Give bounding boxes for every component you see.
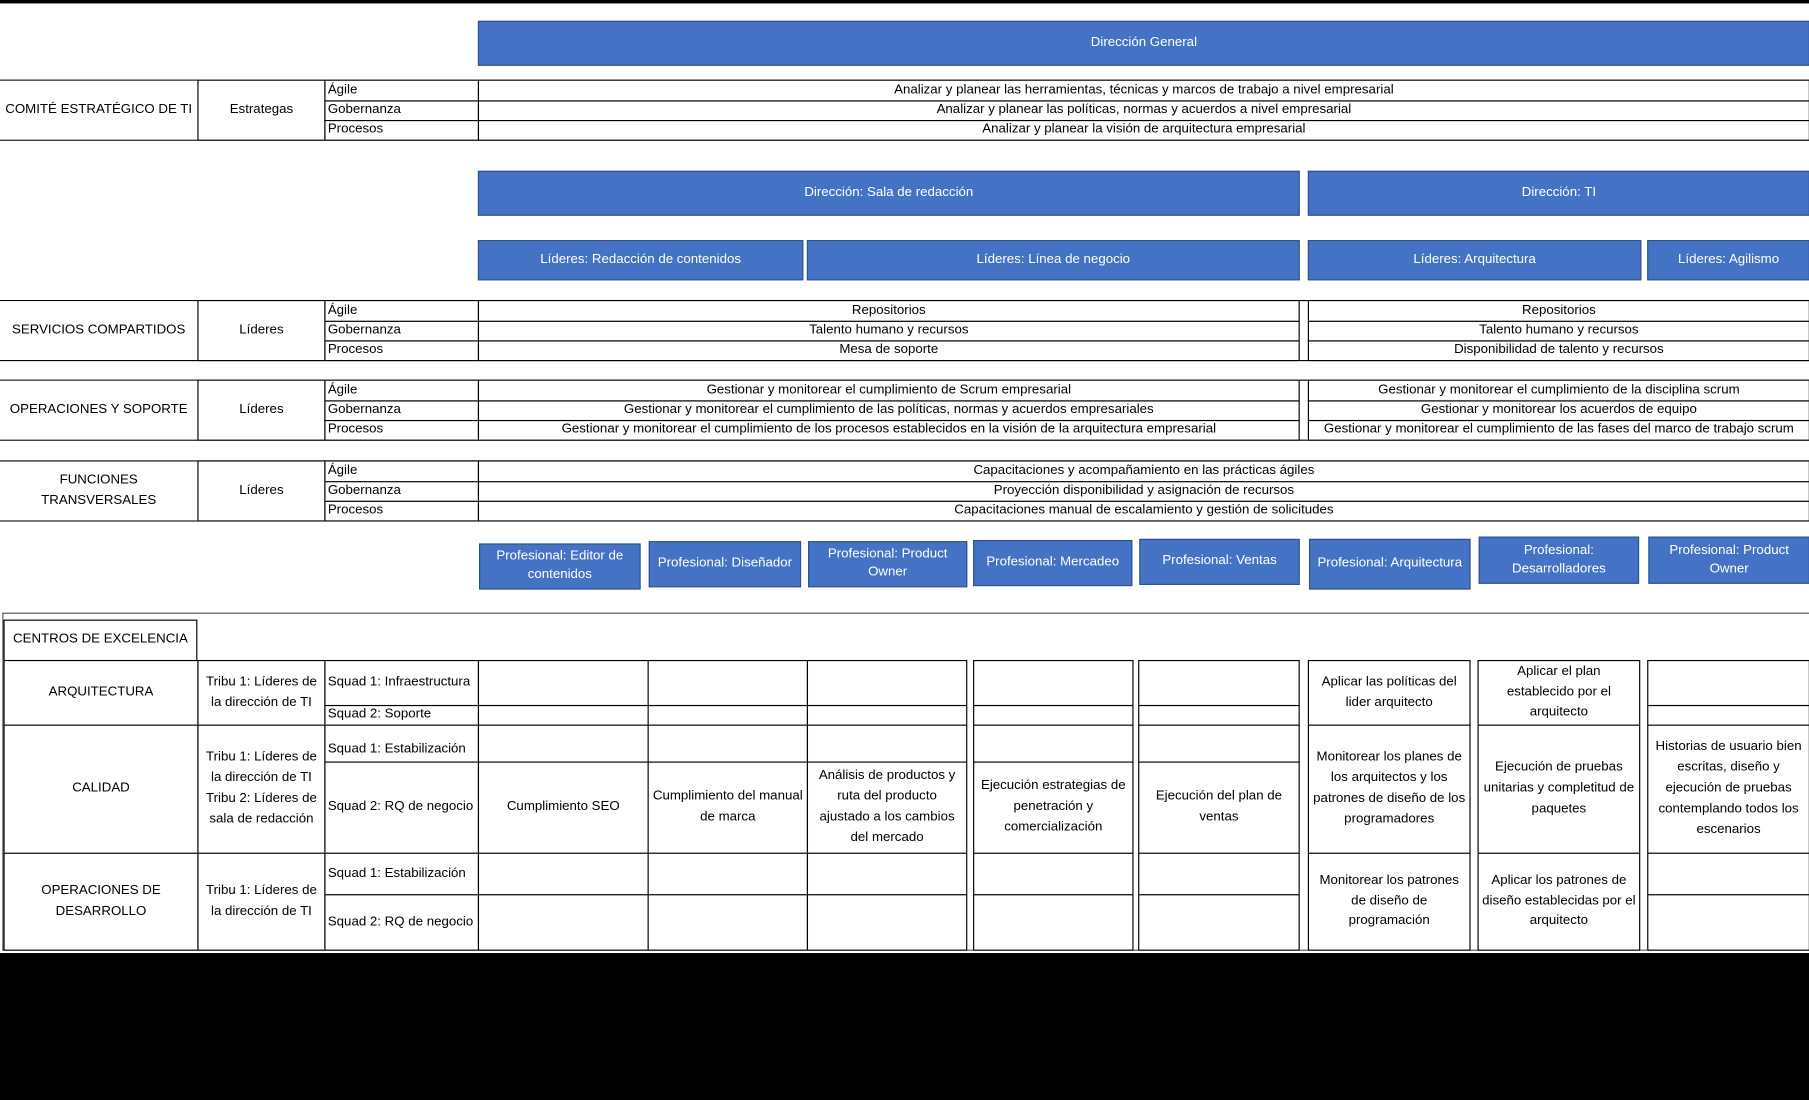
cell-empty: [1647, 660, 1809, 706]
operaciones-sala-proc: Gestionar y monitorear el cumplimiento de los procesos establecidos en la visión de la arquitectura empresarial: [478, 420, 1300, 441]
profesional-box: Profesional: Diseñador: [649, 541, 801, 587]
lideres-agilismo-box: Líderes: Agilismo: [1647, 240, 1809, 280]
servicios-proc-label: Procesos: [324, 340, 479, 361]
cell-empty: [478, 853, 649, 896]
comite-agile-label: Ágile: [324, 80, 479, 102]
desarrollo-squad-2: Squad 2: RQ de negocio: [324, 894, 479, 951]
comite-name: COMITÉ ESTRATÉGICO DE TI: [0, 81, 197, 140]
calidad-cell-editor: Cumplimiento SEO: [478, 762, 649, 854]
lideres-redaccion-box: Líderes: Redacción de contenidos: [478, 240, 804, 280]
operaciones-agile-label: Ágile: [324, 380, 479, 402]
operaciones-gov-label: Gobernanza: [324, 400, 479, 421]
direccion-sala-box: Dirección: Sala de redacción: [478, 171, 1300, 216]
lideres-arquitectura-box: Líderes: Arquitectura: [1308, 240, 1642, 280]
calidad-cell-desarrolladores: Ejecución de pruebas unitarias y completitud de paquetes: [1478, 725, 1641, 854]
lideres-linea-box: Líderes: Línea de negocio: [807, 240, 1300, 280]
servicios-agile-label: Ágile: [324, 300, 479, 322]
cell-empty: [1138, 660, 1300, 706]
cell-empty: [807, 705, 967, 726]
cell-empty: [807, 725, 967, 763]
funciones-proc-label: Procesos: [324, 501, 479, 522]
servicios-ti-agile: Repositorios: [1308, 300, 1809, 322]
cell-empty: [478, 894, 649, 951]
cell-empty: [1138, 894, 1300, 951]
cell-empty: [648, 894, 808, 951]
arquitectura-name: ARQUITECTURA: [3, 660, 198, 726]
direccion-general-box: Dirección General: [478, 21, 1809, 66]
cell-empty: [1138, 853, 1300, 896]
cell-empty: [973, 894, 1133, 951]
arquitectura-cell-desarrolladores: Aplicar el plan establecido por el arquitecto: [1478, 660, 1641, 726]
servicios-sala-gov: Talento humano y recursos: [478, 321, 1300, 342]
arquitectura-squad-1: Squad 1: Infraestructura: [324, 660, 479, 706]
calidad-cell-product-owner-ti: Historias de usuario bien escritas, diseño y ejecución de pruebas contemplando todos los escenarios: [1647, 725, 1809, 854]
operaciones-sala-agile: Gestionar y monitorear el cumplimiento de Scrum empresarial: [478, 380, 1300, 402]
cell-empty: [973, 660, 1133, 706]
cell-empty: [1647, 705, 1809, 726]
operaciones-ti-gov: Gestionar y monitorear los acuerdos de equipo: [1308, 400, 1809, 421]
arquitectura-tribu: Tribu 1: Líderes de la dirección de TI: [197, 660, 325, 726]
cell-empty: [973, 705, 1133, 726]
cell-empty: [478, 660, 649, 706]
cell-empty: [807, 660, 967, 706]
direccion-ti-box: Dirección: TI: [1308, 171, 1809, 216]
cell-empty: [648, 853, 808, 896]
desarrollo-cell-desarrolladores: Aplicar los patrones de diseño establecidas por el arquitecto: [1478, 853, 1641, 951]
operaciones-ti-agile: Gestionar y monitorear el cumplimiento de la disciplina scrum: [1308, 380, 1809, 402]
funciones-gov-label: Gobernanza: [324, 481, 479, 502]
calidad-cell-disenador: Cumplimiento del manual de marca: [648, 762, 808, 854]
profesional-box: Profesional: Mercadeo: [973, 540, 1132, 586]
calidad-tribu: Tribu 1: Líderes de la dirección de TI Tribu 2: Líderes de sala de redacción: [197, 725, 325, 854]
servicios-ti-proc: Disponibilidad de talento y recursos: [1308, 340, 1809, 361]
comite-agile-text: Analizar y planear las herramientas, técnicas y marcos de trabajo a nivel empresarial: [478, 80, 1809, 102]
profesional-box: Profesional: Product Owner: [808, 541, 967, 587]
cell-empty: [1647, 894, 1809, 951]
servicios-ti-gov: Talento humano y recursos: [1308, 321, 1809, 342]
cell-empty: [1138, 705, 1300, 726]
profesional-box: Profesional: Product Owner: [1648, 537, 1809, 584]
profesional-box: Profesional: Editor de contenidos: [479, 543, 641, 589]
cell-empty: [807, 853, 967, 896]
servicios-sala-agile: Repositorios: [478, 300, 1300, 322]
servicios-name: SERVICIOS COMPARTIDOS: [0, 301, 197, 360]
servicios-sala-proc: Mesa de soporte: [478, 340, 1300, 361]
cell-empty: [973, 853, 1133, 896]
cell-empty: [648, 725, 808, 763]
cell-empty: [648, 705, 808, 726]
servicios-gov-label: Gobernanza: [324, 321, 479, 342]
desarrollo-cell-arquitectura: Monitorear los patrones de diseño de programación: [1308, 853, 1471, 951]
cell-empty: [1647, 853, 1809, 896]
profesional-box: Profesional: Ventas: [1139, 539, 1299, 585]
cell-empty: [1138, 725, 1300, 763]
funciones-name: FUNCIONES TRANSVERSALES: [0, 462, 197, 521]
desarrollo-tribu: Tribu 1: Líderes de la dirección de TI: [197, 853, 325, 951]
cell-empty: [478, 725, 649, 763]
desarrollo-squad-1: Squad 1: Estabilización: [324, 853, 479, 896]
servicios-role: Líderes: [197, 300, 325, 361]
arquitectura-cell-arquitectura: Aplicar las políticas del lider arquitecto: [1308, 660, 1471, 726]
comite-proc-label: Procesos: [324, 120, 479, 141]
operaciones-ti-proc: Gestionar y monitorear el cumplimiento de las fases del marco de trabajo scrum: [1308, 420, 1809, 441]
cell-empty: [648, 660, 808, 706]
cell-empty: [807, 894, 967, 951]
cell-empty: [973, 725, 1133, 763]
cell-empty: [478, 705, 649, 726]
desarrollo-name: OPERACIONES DE DESARROLLO: [3, 853, 198, 951]
calidad-cell-ventas: Ejecución del plan de ventas: [1138, 762, 1300, 854]
comite-gov-text: Analizar y planear las políticas, normas y acuerdos a nivel empresarial: [478, 100, 1809, 121]
funciones-agile-text: Capacitaciones y acompañamiento en las prácticas ágiles: [478, 460, 1809, 482]
funciones-role: Líderes: [197, 460, 325, 521]
comite-role: Estrategas: [197, 80, 325, 141]
profesional-box: Profesional: Desarrolladores: [1479, 537, 1639, 584]
arquitectura-squad-2: Squad 2: Soporte: [324, 705, 479, 726]
comite-gov-label: Gobernanza: [324, 100, 479, 121]
calidad-cell-arquitectura: Monitorear los planes de los arquitectos y los patrones de diseño de los programadores: [1308, 725, 1471, 854]
profesional-box: Profesional: Arquitectura: [1309, 539, 1471, 590]
centros-title: CENTROS DE EXCELENCIA: [3, 620, 197, 662]
calidad-squad-1: Squad 1: Estabilización: [324, 725, 479, 763]
operaciones-proc-label: Procesos: [324, 420, 479, 441]
operaciones-role: Líderes: [197, 380, 325, 441]
operaciones-name: OPERACIONES Y SOPORTE: [0, 381, 197, 440]
calidad-cell-mercadeo: Ejecución estrategias de penetración y comercialización: [973, 762, 1133, 854]
funciones-agile-label: Ágile: [324, 460, 479, 482]
funciones-gov-text: Proyección disponibilidad y asignación de recursos: [478, 481, 1809, 502]
operaciones-sala-gov: Gestionar y monitorear el cumplimiento de las políticas, normas y acuerdos empresariales: [478, 400, 1300, 421]
funciones-proc-text: Capacitaciones manual de escalamiento y gestión de solicitudes: [478, 501, 1809, 522]
calidad-squad-2: Squad 2: RQ de negocio: [324, 762, 479, 854]
calidad-name: CALIDAD: [3, 725, 198, 854]
comite-proc-text: Analizar y planear la visión de arquitectura empresarial: [478, 120, 1809, 141]
calidad-cell-product-owner: Análisis de productos y ruta del producto ajustado a los cambios del mercado: [807, 762, 967, 854]
